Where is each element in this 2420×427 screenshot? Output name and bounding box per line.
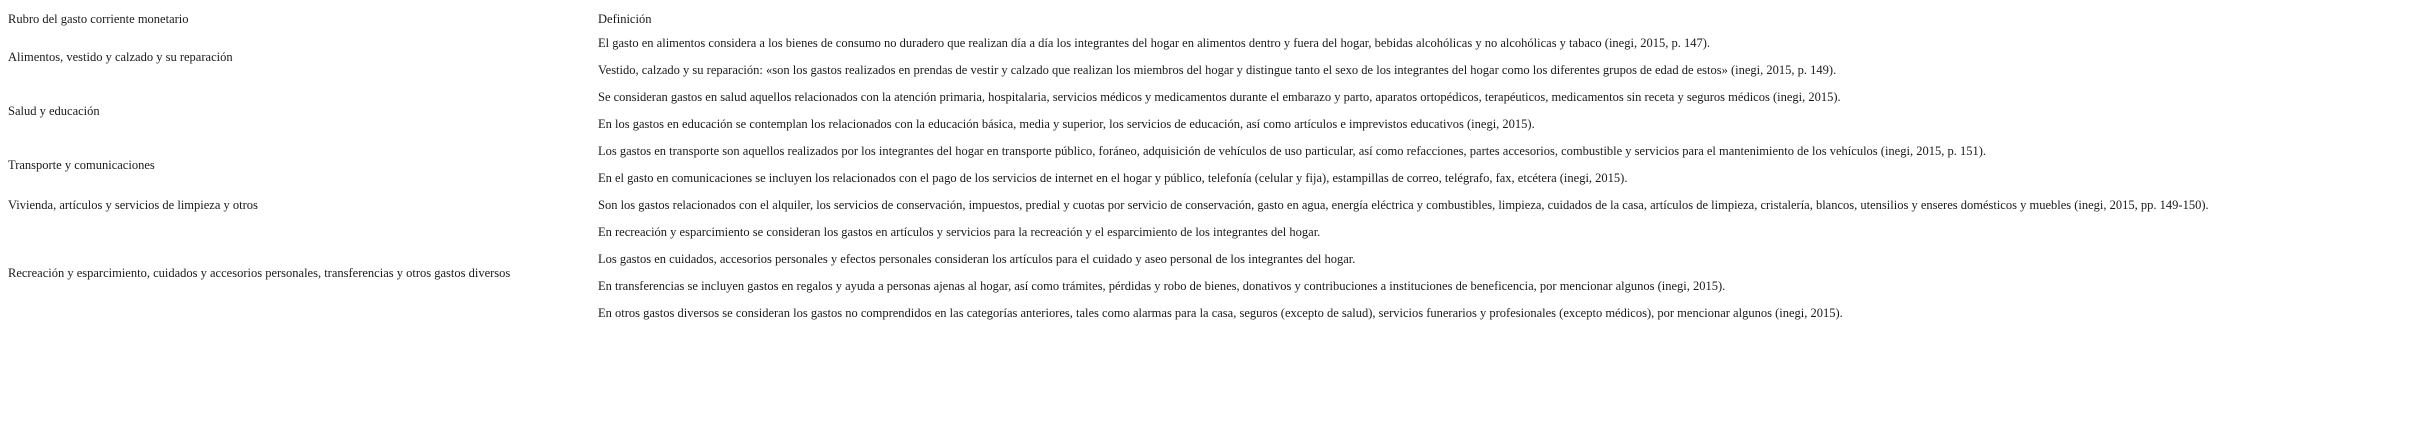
table-row	[0, 84, 2420, 111]
table-body	[0, 30, 2420, 327]
definition-cell: En recreación y esparcimiento se consideran los gastos en artículos y servicios para la recreación y el esparcimiento de los integrantes del hogar.	[598, 225, 1321, 239]
definition-cell: Son los gastos relacionados con el alquiler, los servicios de conservación, impuestos, predial y cuotas por servicio de conservación, gasto en agua, energía eléctrica y combustibles, limpieza, cuidados de la casa, artículos de limpieza, cristalería, blancos, utensilios y enseres domésticos y muebles (inegi, 2015, pp. 149-150).	[598, 198, 2209, 212]
table-row	[0, 138, 2420, 165]
category-cell: Transporte y comunicaciones	[8, 157, 155, 172]
definition-cell: En transferencias se incluyen gastos en regalos y ayuda a personas ajenas al hogar, así como trámites, pérdidas y robo de bienes, donativos y contribuciones a instituciones de beneficencia, por mencionar algunos (inegi, 2015).	[598, 279, 1726, 293]
column-header-definition: Definición	[598, 11, 652, 26]
column-header-category: Rubro del gasto corriente monetario	[8, 11, 189, 26]
expense-definitions-table	[0, 8, 2420, 327]
definition-cell: En el gasto en comunicaciones se incluyen los relacionados con el pago de los servicios de internet en el hogar y público, telefonía (celular y fija), estampillas de correo, telégrafo, fax, etcétera (inegi, 2015).	[598, 171, 1628, 185]
category-cell: Recreación y esparcimiento, cuidados y accesorios personales, transferencias y otros gastos diversos	[8, 265, 511, 280]
table-row	[0, 219, 2420, 246]
category-cell: Salud y educación	[8, 103, 100, 118]
definition-cell: Vestido, calzado y su reparación: «son los gastos realizados en prendas de vestir y calzado que realizan los miembros del hogar y distingue tanto el sexo de los integrantes del hogar como los diferentes grupos de edad de estos» (inegi, 2015, p. 149).	[598, 63, 1837, 77]
definition-cell: En los gastos en educación se contemplan los relacionados con la educación básica, media y superior, los servicios de educación, así como artículos e imprevistos educativos (inegi, 2015).	[598, 117, 1535, 131]
definition-cell: Los gastos en transporte son aquellos realizados por los integrantes del hogar en transporte público, foráneo, adquisición de vehículos de uso particular, así como refacciones, partes accesorios, combustible y servicios para el mantenimiento de los vehículos (inegi, 2015, p. 151).	[598, 144, 1986, 158]
table-row	[0, 30, 2420, 57]
table-header-row	[0, 8, 2420, 30]
definition-cell: Los gastos en cuidados, accesorios personales y efectos personales consideran los artículos para el cuidado y aseo personal de los integrantes del hogar.	[598, 252, 1356, 266]
category-cell: Vivienda, artículos y servicios de limpieza y otros	[8, 198, 258, 212]
definition-cell: Se consideran gastos en salud aquellos relacionados con la atención primaria, hospitalaria, servicios médicos y medicamentos durante el embarazo y parto, aparatos ortopédicos, terapéuticos, medicamentos sin receta y seguros médicos (inegi, 2015).	[598, 90, 1841, 104]
definition-cell: En otros gastos diversos se consideran los gastos no comprendidos en las categorías anteriores, tales como alarmas para la casa, seguros (excepto de salud), servicios funerarios y profesionales (excepto médicos), por mencionar algunos (inegi, 2015).	[598, 306, 1843, 320]
table-row	[0, 192, 2420, 219]
definition-cell: El gasto en alimentos considera a los bienes de consumo no duradero que realizan día a día los integrantes del hogar en alimentos dentro y fuera del hogar, bebidas alcohólicas y no alcohólicas y tabaco (inegi, 2015, p. 147).	[598, 36, 1710, 50]
category-cell: Alimentos, vestido y calzado y su reparación	[8, 49, 233, 64]
